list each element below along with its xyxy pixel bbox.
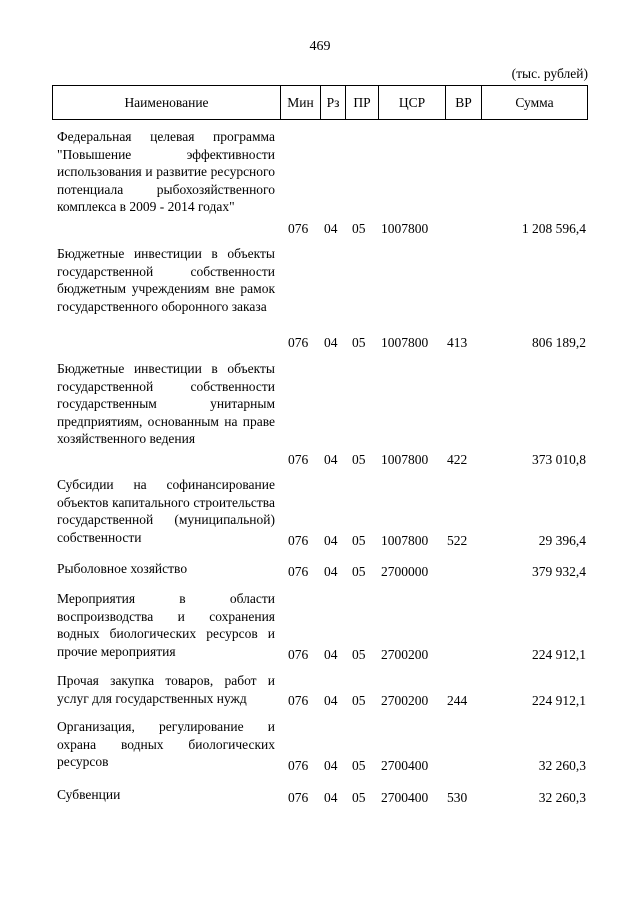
row-pr: 05 — [352, 452, 366, 467]
row-sum: 224 912,1 — [532, 647, 586, 662]
row-csr: 2700400 — [381, 790, 429, 805]
row-pr: 05 — [352, 564, 366, 579]
row-min: 076 — [288, 564, 309, 579]
row-min: 076 — [288, 758, 309, 773]
row-csr: 1007800 — [381, 452, 429, 467]
row-name: Рыболовное хозяйство — [57, 561, 188, 576]
row-rz: 04 — [324, 758, 338, 773]
row-name: Организация, регулирование и охрана водных биологических ресурсов — [57, 719, 275, 769]
table-header — [52, 85, 588, 120]
row-vr: 422 — [447, 452, 468, 467]
page-number: 469 — [309, 39, 331, 54]
row-pr: 05 — [352, 790, 366, 805]
row-rz: 04 — [324, 693, 338, 708]
row-sum: 373 010,8 — [532, 452, 586, 467]
row-sum: 32 260,3 — [538, 790, 586, 805]
row-vr: 522 — [447, 533, 468, 548]
row-min: 076 — [288, 533, 309, 548]
header-vr: ВР — [445, 86, 481, 119]
row-pr: 05 — [352, 335, 366, 350]
row-rz: 04 — [324, 533, 338, 548]
row-name: Бюджетные инвестиции в объекты государственной собственности государственным унитарным предприятиям, основанным на праве хозяйственного ведения — [57, 361, 275, 446]
header-csr: ЦСР — [378, 86, 445, 119]
row-vr: 530 — [447, 790, 468, 805]
row-pr: 05 — [352, 221, 366, 236]
row-rz: 04 — [324, 790, 338, 805]
row-name: Мероприятия в области воспроизводства и сохранения водных биологических ресурсов и прочие мероприятия — [57, 591, 275, 659]
row-sum: 379 932,4 — [532, 564, 586, 579]
row-csr: 2700200 — [381, 647, 429, 662]
row-name: Прочая закупка товаров, работ и услуг для государственных нужд — [57, 673, 275, 706]
row-min: 076 — [288, 452, 309, 467]
row-sum: 224 912,1 — [532, 693, 586, 708]
row-csr: 2700000 — [381, 564, 429, 579]
row-pr: 05 — [352, 693, 366, 708]
header-rz: Рз — [320, 86, 345, 119]
row-rz: 04 — [324, 452, 338, 467]
row-min: 076 — [288, 647, 309, 662]
row-pr: 05 — [352, 758, 366, 773]
row-min: 076 — [288, 335, 309, 350]
row-csr: 1007800 — [381, 221, 429, 236]
row-csr: 1007800 — [381, 335, 429, 350]
row-vr: 413 — [447, 335, 468, 350]
row-min: 076 — [288, 221, 309, 236]
row-min: 076 — [288, 790, 309, 805]
units-label: (тыс. рублей) — [511, 66, 588, 81]
header-name: Наименование — [124, 94, 209, 110]
row-pr: 05 — [352, 647, 366, 662]
row-sum: 806 189,2 — [532, 335, 586, 350]
row-sum: 1 208 596,4 — [521, 221, 586, 236]
row-min: 076 — [288, 693, 309, 708]
row-name: Бюджетные инвестиции в объекты государственной собственности бюджетным учреждениям вне рамок государственного оборонного заказа — [57, 246, 275, 314]
header-sum: Сумма — [481, 86, 587, 119]
row-csr: 1007800 — [381, 533, 429, 548]
row-sum: 32 260,3 — [538, 758, 586, 773]
row-csr: 2700400 — [381, 758, 429, 773]
row-name: Субвенции — [57, 787, 121, 802]
row-sum: 29 396,4 — [538, 533, 586, 548]
row-rz: 04 — [324, 647, 338, 662]
row-vr: 244 — [447, 693, 468, 708]
row-rz: 04 — [324, 564, 338, 579]
header-pr: ПР — [345, 86, 378, 119]
row-name: Субсидии на софинансирование объектов капитального строительства государственной (муниципальной) собственности — [57, 477, 275, 545]
row-rz: 04 — [324, 335, 338, 350]
row-name: Федеральная целевая программа "Повышение эффективности использования и развитие ресурсного потенциала рыбохозяйственного комплекса в 2009 - 2014 годах" — [57, 129, 275, 214]
header-min: Мин — [280, 86, 320, 119]
row-rz: 04 — [324, 221, 338, 236]
row-pr: 05 — [352, 533, 366, 548]
row-csr: 2700200 — [381, 693, 429, 708]
